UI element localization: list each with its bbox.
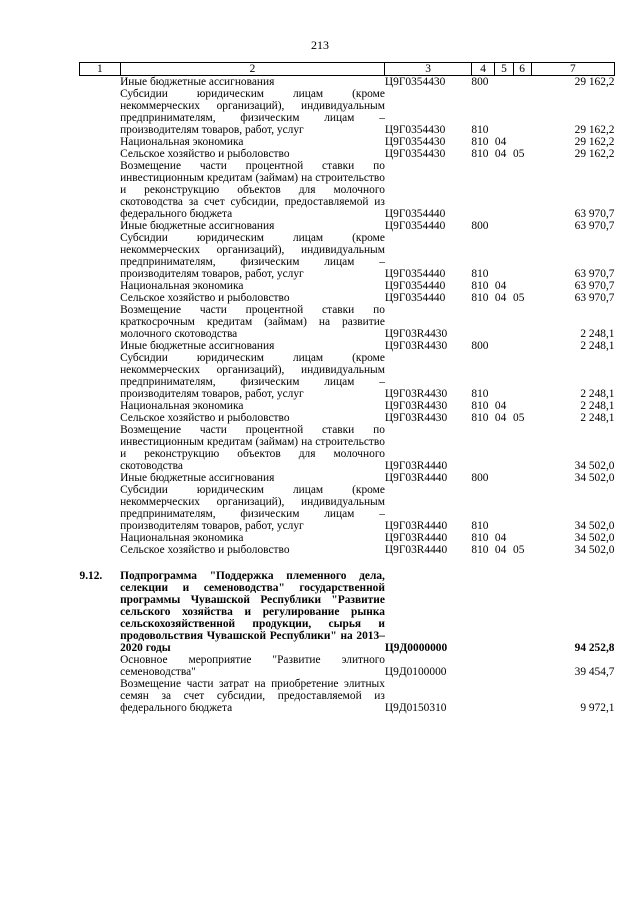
row-subsection <box>513 280 531 292</box>
row-section <box>495 654 513 678</box>
row-name: Иные бюджетные ассигнования <box>120 472 275 484</box>
row-subsection <box>513 424 531 472</box>
row-section <box>495 424 513 472</box>
row-amount: 34 502,0 <box>574 520 615 532</box>
row-name: Сельское хозяйство и рыболовство <box>120 412 290 424</box>
row-section <box>495 484 513 532</box>
row-expense-type: 800 <box>471 472 489 484</box>
row-subsection <box>513 472 531 484</box>
row-code: Ц9Г03R4430 <box>384 412 448 424</box>
row-name: Национальная экономика <box>120 532 244 544</box>
row-code: Ц9Г0354440 <box>384 268 446 280</box>
row-subsection: 05 <box>513 544 525 556</box>
row-section <box>495 472 513 484</box>
row-section: 04 <box>494 544 507 556</box>
row-code: Ц9Г03R4440 <box>384 532 448 544</box>
table-row <box>80 76 615 89</box>
row-expense-type: 810 <box>471 280 489 292</box>
row-subsection <box>513 678 531 714</box>
row-expense-type <box>471 160 494 220</box>
header-row <box>80 63 615 76</box>
table-row <box>80 532 615 544</box>
row-name: Возмещение части процентной ставки по инвестиционным кредитам (займам) на строительство и реконструкцию объектов для молочного скотоводства <box>120 424 385 472</box>
row-section <box>495 76 513 89</box>
table-row <box>80 484 615 532</box>
row-section: 04 <box>494 532 507 544</box>
row-number <box>80 412 121 424</box>
table-row <box>80 352 615 400</box>
header-col-5: 5 <box>495 63 513 76</box>
row-name: Возмещение части затрат на приобретение элитных семян за счет субсидии, предоставляемой из федерального бюджета <box>120 678 385 714</box>
row-expense-type: 810 <box>471 292 489 304</box>
row-section <box>495 220 513 232</box>
header-col-1: 1 <box>80 63 121 76</box>
row-section: 04 <box>494 400 507 412</box>
row-subsection: 05 <box>513 148 525 160</box>
row-subsection <box>513 220 531 232</box>
table-row <box>80 220 615 232</box>
row-amount: 63 970,7 <box>574 268 615 280</box>
row-number <box>80 484 121 532</box>
table-row <box>80 472 615 484</box>
row-number <box>80 352 121 400</box>
header-col-7: 7 <box>531 63 614 76</box>
row-expense-type <box>471 654 494 678</box>
row-code: Ц9Г03R4430 <box>384 340 448 352</box>
row-section <box>495 88 513 136</box>
row-subsection <box>513 88 531 136</box>
row-name: Субсидии юридическим лицам (кроме некоммерческих организаций), индивидуальным предпринимателям, физическим лицам – производителям товаров, работ, услуг <box>120 484 385 532</box>
table-row <box>80 88 615 136</box>
table-row <box>80 654 615 678</box>
row-subsection <box>513 352 531 400</box>
page-number: 213 <box>311 38 329 52</box>
row-amount: 2 248,1 <box>580 412 615 424</box>
row-name: Субсидии юридическим лицам (кроме некоммерческих организаций), индивидуальным предпринимателям, физическим лицам – производителям товаров, работ, услуг <box>120 232 385 280</box>
row-code: Ц9Г0354440 <box>384 292 446 304</box>
row-number <box>80 472 121 484</box>
row-code: Ц9Д0150310 <box>384 702 447 714</box>
row-code: Ц9Г03R4430 <box>384 388 448 400</box>
subprogram-pr <box>513 570 531 654</box>
table-header <box>80 63 615 76</box>
table-row <box>80 424 615 472</box>
budget-table <box>79 62 615 714</box>
header-col-3: 3 <box>385 63 471 76</box>
header-col-2: 2 <box>120 63 385 76</box>
row-subsection <box>513 400 531 412</box>
row-subsection: 05 <box>513 412 525 424</box>
table-row <box>80 304 615 340</box>
row-name: Сельское хозяйство и рыболовство <box>120 148 290 160</box>
row-amount: 2 248,1 <box>580 400 615 412</box>
subprogram-vr <box>471 570 494 654</box>
spacer-row <box>80 556 615 570</box>
subprogram-name: Подпрограмма "Поддержка племенного дела, селекции и семеноводства" государственной программы Чувашской Республики "Развитие сельского хозяйства и регулирование рынка сельскохозяйственной продукции, сырья и продовольствия Чувашской Республики" на 2013–2020 годы <box>120 570 385 654</box>
row-number <box>80 76 121 89</box>
row-section <box>495 352 513 400</box>
row-amount: 29 162,2 <box>574 76 615 88</box>
row-section <box>495 340 513 352</box>
subprogram-rz <box>495 570 513 654</box>
row-section <box>495 304 513 340</box>
subprogram-section <box>80 556 615 654</box>
row-section: 04 <box>494 280 507 292</box>
row-amount: 34 502,0 <box>574 544 615 556</box>
row-name: Иные бюджетные ассигнования <box>120 220 275 232</box>
row-name: Субсидии юридическим лицам (кроме некоммерческих организаций), индивидуальным предпринимателям, физическим лицам – производителям товаров, работ, услуг <box>120 88 385 136</box>
row-number <box>80 424 121 472</box>
row-expense-type: 800 <box>471 220 489 232</box>
row-expense-type: 810 <box>471 268 489 280</box>
row-name: Возмещение части процентной ставки по инвестиционным кредитам (займам) на строительство и реконструкцию объектов для молочного скотоводства за счет субсидии, предоставляемой из федерального бюджета <box>120 160 385 220</box>
subprogram-row <box>80 570 615 654</box>
row-number <box>80 544 121 556</box>
subprogram-number: 9.12. <box>79 570 103 582</box>
row-amount: 63 970,7 <box>574 220 615 232</box>
row-section: 04 <box>494 148 507 160</box>
row-code: Ц9Г0354440 <box>384 208 446 220</box>
table-row <box>80 136 615 148</box>
row-subsection <box>513 136 531 148</box>
row-subsection <box>513 340 531 352</box>
row-section <box>495 232 513 280</box>
header-col-4: 4 <box>471 63 494 76</box>
row-code: Ц9Г0354430 <box>384 76 446 88</box>
row-number <box>80 148 121 160</box>
header-col-6: 6 <box>513 63 531 76</box>
table-row <box>80 232 615 280</box>
row-code: Ц9Г03R4440 <box>384 544 448 556</box>
row-amount: 29 162,2 <box>574 124 615 136</box>
row-amount: 34 502,0 <box>574 460 615 472</box>
table-row <box>80 400 615 412</box>
row-expense-type: 810 <box>471 400 489 412</box>
row-number <box>80 678 121 714</box>
row-expense-type: 810 <box>471 148 489 160</box>
row-code: Ц9Г03R4440 <box>384 472 448 484</box>
row-code: Ц9Г03R4430 <box>384 400 448 412</box>
table-body-upper <box>80 76 615 557</box>
row-expense-type: 800 <box>471 76 489 88</box>
row-subsection <box>513 484 531 532</box>
row-subsection <box>513 160 531 220</box>
row-name: Возмещение части процентной ставки по краткосрочным кредитам (займам) на развитие молочного скотоводства <box>120 304 385 340</box>
row-name: Национальная экономика <box>120 280 244 292</box>
row-number <box>80 400 121 412</box>
row-expense-type <box>471 304 494 340</box>
row-amount: 29 162,2 <box>574 136 615 148</box>
subprogram-amount: 94 252,8 <box>574 642 615 654</box>
row-section: 04 <box>494 412 507 424</box>
row-amount: 63 970,7 <box>574 280 615 292</box>
row-section <box>495 160 513 220</box>
row-subsection <box>513 532 531 544</box>
row-subsection <box>513 654 531 678</box>
row-expense-type: 810 <box>471 412 489 424</box>
subprogram-code: Ц9Д0000000 <box>384 642 448 654</box>
row-name: Иные бюджетные ассигнования <box>120 340 275 352</box>
row-expense-type: 810 <box>471 136 489 148</box>
row-number <box>80 280 121 292</box>
row-expense-type: 810 <box>471 544 489 556</box>
row-amount: 34 502,0 <box>574 532 615 544</box>
row-number <box>80 232 121 280</box>
row-subsection <box>513 232 531 280</box>
row-subsection: 05 <box>513 292 525 304</box>
table-row <box>80 280 615 292</box>
table-row <box>80 160 615 220</box>
row-number <box>80 292 121 304</box>
row-section <box>495 678 513 714</box>
row-amount: 2 248,1 <box>580 328 615 340</box>
row-amount: 63 970,7 <box>574 292 615 304</box>
row-name: Национальная экономика <box>120 400 244 412</box>
row-number <box>80 532 121 544</box>
row-number <box>80 304 121 340</box>
row-amount: 29 162,2 <box>574 148 615 160</box>
row-name: Национальная экономика <box>120 136 244 148</box>
table-row <box>80 544 615 556</box>
row-code: Ц9Д0100000 <box>384 666 447 678</box>
row-number <box>80 340 121 352</box>
row-section: 04 <box>494 136 507 148</box>
row-amount: 2 248,1 <box>580 340 615 352</box>
row-expense-type: 810 <box>471 520 489 532</box>
row-code: Ц9Г0354440 <box>384 220 446 232</box>
table-row <box>80 340 615 352</box>
row-amount: 34 502,0 <box>574 472 615 484</box>
row-number <box>80 136 121 148</box>
row-amount: 63 970,7 <box>574 208 615 220</box>
row-code: Ц9Г0354430 <box>384 148 446 160</box>
row-number <box>80 160 121 220</box>
row-expense-type: 800 <box>471 340 489 352</box>
row-number <box>80 220 121 232</box>
row-name: Сельское хозяйство и рыболовство <box>120 292 290 304</box>
row-subsection <box>513 76 531 89</box>
row-subsection <box>513 304 531 340</box>
row-code: Ц9Г03R4440 <box>384 460 448 472</box>
row-number <box>80 88 121 136</box>
row-expense-type <box>471 678 494 714</box>
table-row <box>80 412 615 424</box>
row-name: Субсидии юридическим лицам (кроме некоммерческих организаций), индивидуальным предпринимателям, физическим лицам – производителям товаров, работ, услуг <box>120 352 385 400</box>
table-body-lower <box>80 654 615 714</box>
row-expense-type <box>471 424 494 472</box>
row-amount: 2 248,1 <box>580 388 615 400</box>
row-number <box>80 654 121 678</box>
row-name: Иные бюджетные ассигнования <box>120 76 275 88</box>
row-code: Ц9Г03R4440 <box>384 520 448 532</box>
row-name: Сельское хозяйство и рыболовство <box>120 544 290 556</box>
table-row <box>80 292 615 304</box>
row-expense-type: 810 <box>471 388 489 400</box>
row-code: Ц9Г0354430 <box>384 136 446 148</box>
row-amount: 9 972,1 <box>580 702 615 714</box>
row-code: Ц9Г03R4430 <box>384 328 448 340</box>
table-row <box>80 678 615 714</box>
row-name: Основное мероприятие "Развитие элитного семеноводства" <box>120 654 385 678</box>
table-row <box>80 148 615 160</box>
row-expense-type: 810 <box>471 532 489 544</box>
row-expense-type: 810 <box>471 124 489 136</box>
row-section: 04 <box>494 292 507 304</box>
row-code: Ц9Г0354440 <box>384 280 446 292</box>
row-amount: 39 454,7 <box>574 666 615 678</box>
row-code: Ц9Г0354430 <box>384 124 446 136</box>
